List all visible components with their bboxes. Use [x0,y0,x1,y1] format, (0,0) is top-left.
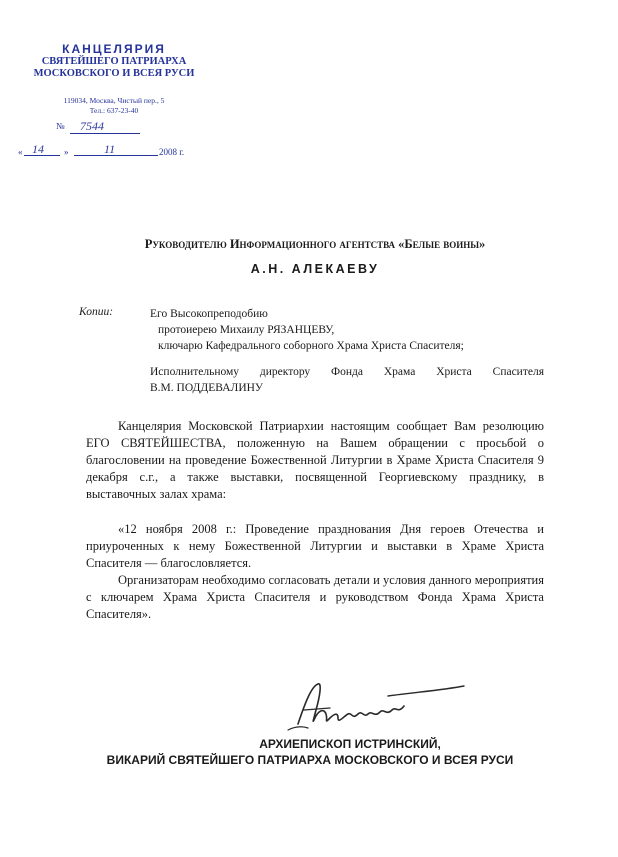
letterhead-org-name: КАНЦЕЛЯРИЯ [62,42,166,56]
handwritten-signature [268,680,468,732]
copies-gap [150,354,544,364]
signatory-title [30,736,590,768]
letterhead-line-moscow: МОСКОВСКОГО И ВСЕЯ РУСИ [33,68,195,79]
copy-recipient-2-name: В.М. ПОДДЕВАЛИНУ [150,382,264,394]
copy-recipient-1-title: Его Высокопреподобию [150,308,268,320]
number-sign: № [56,121,65,131]
body-paragraph-resolution: «12 ноября 2008 г.: Проведение празднования Дня героев Отечества и приуроченных к нему Божественной Литургии и выставки в Храме Христа Спасителя — благословляется. [86,522,544,570]
registration-date [18,143,188,159]
date-month: 11 [104,142,116,156]
copy-recipient-1-position: ключарю Кафедрального соборного Храма Христа Спасителя; [158,340,464,352]
date-day-underline [24,155,60,156]
signatory-rank: АРХИЕПИСКОП ИСТРИНСКИЙ, [259,737,441,751]
letterhead [26,42,202,80]
addressee-block [60,236,570,277]
copy-recipient-2-position: Исполнительному директору Фонда Храма Христа Спасителя [150,366,544,378]
date-open-quote: « [18,147,23,157]
letterhead-phone: Тел.: 637-23-40 [89,106,139,115]
body-paragraph-1: Канцелярия Московской Патриархии настоящим сообщает Вам резолюцию ЕГО СВЯТЕЙШЕСТВА, положенную на Вашем обращении с просьбой о благословении на проведение Божественной Литургии в Храме Христа Спасителя 9 декабря с.г., а также выставки, посвященной Георгиевскому празднику, в выставочных залах храма: [86,419,544,501]
copy-recipient-1-name: протоиерею Михаилу РЯЗАНЦЕВУ, [158,324,335,336]
copies-label: Копии: [79,306,114,318]
letterhead-address-block [26,96,202,116]
date-close-quote: » [64,147,69,157]
number-underline [70,133,140,134]
body-spacer [86,503,544,521]
letterhead-address: 119034, Москва, Чистый пер., 5 [63,96,165,105]
signatory-position: ВИКАРИЙ СВЯТЕЙШЕГО ПАТРИАРХА МОСКОВСКОГО И ВСЕЯ РУСИ [106,753,514,767]
addressee-position: Руководителю Информационного агентства «Белые воины» [144,237,486,251]
date-month-underline [74,155,158,156]
copies-list [150,306,544,396]
registration-number-value: 7544 [80,119,104,133]
letterhead-line-patriarch: СВЯТЕЙШЕГО ПАТРИАРХА [41,56,187,67]
date-year: 2008 г. [159,147,185,157]
date-day: 14 [32,142,44,156]
addressee-name: А.Н. АЛЕКАЕВУ [250,262,380,276]
body-paragraph-3: Организаторам необходимо согласовать детали и условия данного мероприятия с ключарем Храма Христа Спасителя и руководством Фонда Храма Христа Спасителя». [86,573,544,621]
letter-body [86,418,544,623]
registration-number [56,121,140,137]
